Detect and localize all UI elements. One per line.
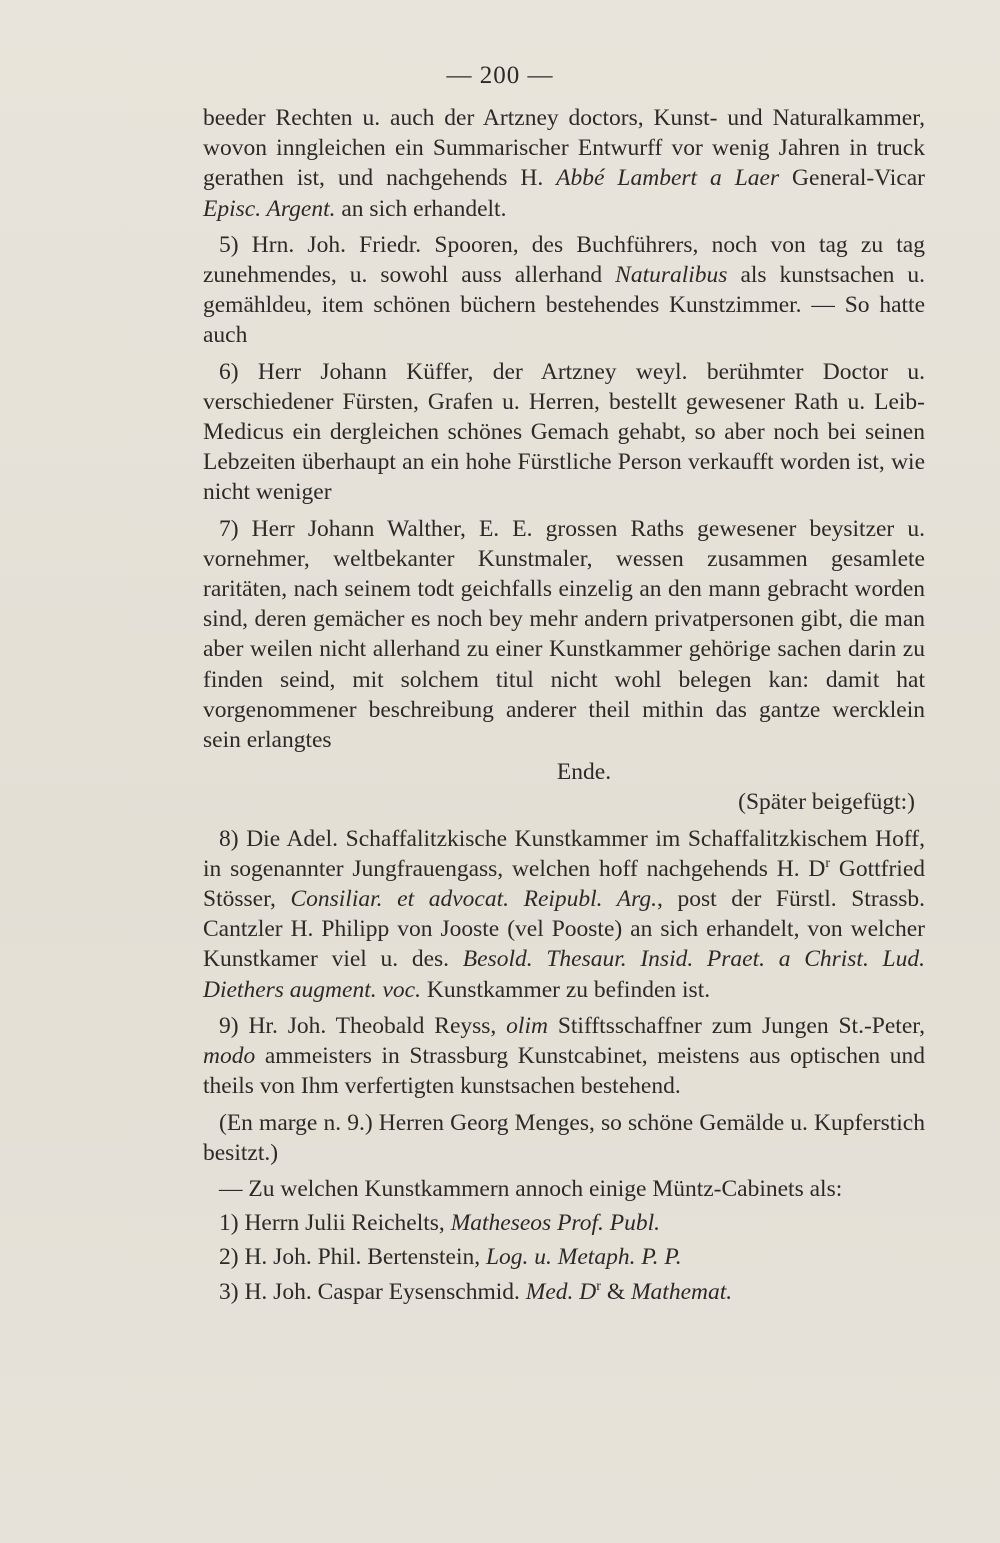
text-run: ammeisters in Strassburg Kunstcabinet, meistens aus optischen und theils von Ihm verfertigten kunstsachen bestehend. [203, 1043, 925, 1100]
paragraph-continuation [203, 103, 925, 224]
superscript: r [825, 855, 831, 872]
paragraph-item-6 [203, 357, 925, 508]
text-run: , post der Fürstl. Strassb. Cantzler H. Philipp von Jooste (vel Pooste) an sich erhandelt, von welcher Kunstkamer viel u. des. [203, 886, 925, 973]
text-run: & [600, 1278, 631, 1305]
coin-cabinets-intro: — Zu welchen Kunstkammern annoch einige Müntz-Cabinets als: [219, 1175, 843, 1202]
text-run: 1) Herrn Julii Reichelts, [219, 1210, 451, 1237]
italic-run: Med. D [525, 1278, 597, 1305]
end-mark: Ende. [556, 759, 612, 786]
italic-run: Mathemat. [630, 1278, 733, 1305]
text-run: Kunstkammer zu befinden ist. [420, 976, 711, 1003]
paragraph-item-5 [203, 230, 925, 351]
italic-run: Abbé Lambert a Laer [556, 165, 780, 192]
text-run: 9) Hr. Joh. Theobald Reyss, [219, 1012, 507, 1039]
italic-run: Matheseos Prof. Publ. [450, 1210, 660, 1237]
text-run: 6) Herr Johann Küffer, der Artzney weyl. berühmter Doctor u. verschiedener Fürsten, Grafen u. Herren, bestellt gewesener Rath u. Leib-Medicus ein dergleichen schönes Gemach gehabt, so aber noch bei seinen Lebzeiten überhaupt an ein hohe Fürstliche Person verkaufft worden ist, wie nicht weniger [203, 358, 925, 506]
paragraph-item-9 [203, 1011, 925, 1102]
paragraph-item-8 [203, 824, 925, 1005]
text-run: General-Vicar [779, 165, 926, 192]
text-run: 5) Hrn. Joh. Friedr. Spooren, des Buchführers, noch von tag zu tag zunehmendes, u. sowohl auss allerhand [203, 231, 925, 289]
page-number: — 200 — [446, 62, 554, 89]
superscript: r [596, 1277, 601, 1294]
italic-run: Consiliar. et advocat. Reipubl. Arg. [290, 886, 657, 913]
italic-run: Log. u. Metaph. P. P. [485, 1244, 682, 1271]
text-run: Gottfried Stösser, [203, 855, 925, 913]
list-item [203, 1277, 925, 1307]
text-run: 3) H. Joh. Caspar Eysenschmid. [219, 1278, 526, 1305]
later-addition-note: (Später beigefügt:) [738, 789, 915, 816]
italic-run: Besold. Thesaur. Insid. Praet. a Christ. Lud. Diethers augment. voc. [203, 946, 925, 1003]
italic-run: Episc. Argent. [203, 195, 336, 222]
text-run: als kunstsachen u. gemähldeu, item schönen büchern bestehendes Kunstzimmer. — So hatte auch [203, 262, 926, 349]
text-run: beeder Rechten u. auch der Artzney doctors, Kunst- und Naturalkammer, wovon inngleichen ein Summarischer Entwurff vor wenig Jahren in truck gerathen ist, und nachgehends H. [203, 105, 925, 192]
paragraph-margin-note [203, 1108, 925, 1168]
italic-run: modo [203, 1043, 256, 1070]
list-item [203, 1242, 925, 1272]
text-run: Stifftsschaffner zum Jungen St.-Peter, [547, 1012, 926, 1039]
paragraph-item-7 [203, 514, 925, 756]
list-item [203, 1208, 925, 1238]
text-run: 8) Die Adel. Schaffalitzkische Kunstkammer im Schaffalitzkischem Hoff, in sogenannter Jungfrauengass, welchen hoff nachgehends H. D [203, 825, 925, 882]
italic-run: olim [506, 1012, 548, 1039]
text-run: 2) H. Joh. Phil. Bertenstein, [219, 1244, 486, 1271]
italic-run: Naturalibus [615, 262, 728, 289]
body-text [203, 103, 925, 1311]
text-run: 7) Herr Johann Walther, E. E. grossen Raths gewesener beysitzer u. vornehmer, weltbekanter Kunstmaler, wessen zusammen gesamlete raritäten, nach seinem todt geichfalls einzelig an den mann gebracht worden sind, deren gemächer es noch bey mehr andern privatpersonen gibt, die man aber weilen nicht allerhand zu einer Kunstkammer gehörige sachen darin zu finden seind, mit solchem titul nicht wohl belegen kan: damit hat vorgenommener beschreibung anderer theil mithin das gantze wercklein sein erlangtes [203, 515, 925, 754]
text-run: (En marge n. 9.) Herren Georg Menges, so schöne Gemälde u. Kupferstich besitzt.) [203, 1109, 925, 1166]
text-run: an sich erhandelt. [335, 195, 507, 222]
